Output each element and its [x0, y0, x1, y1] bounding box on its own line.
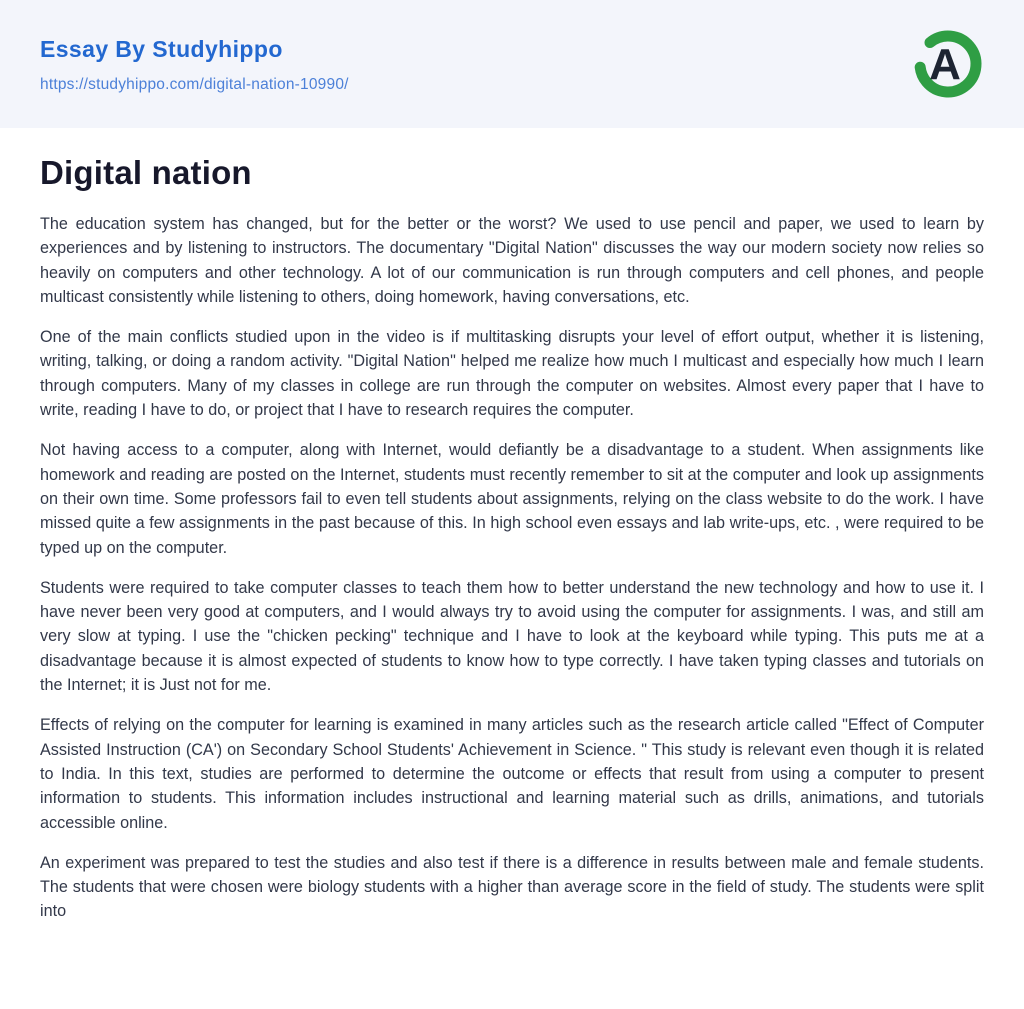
- essay-paragraph: Not having access to a computer, along with Internet, would defiantly be a disadvantage to a student. When assignments like homework and reading are posted on the Internet, students must recently remember to sit at the computer and look up assignments on their own time. Some professors fail to even tell students about assignments, relying on the class website to do the work. I have missed quite a few assignments in the past because of this. In high school even essays and lab write-ups, etc. , were required to be typed up on the computer.: [40, 441, 984, 557]
- logo-ring-icon: [912, 28, 984, 100]
- essay-paragraph: One of the main conflicts studied upon in the video is if multitasking disrupts your level of effort output, whether it is listening, writing, talking, or doing a random activity. "Digital Nation" helped me realize how much I multicast and especially how much I learn through computers. Many of my classes in college are run through the computer on websites. Almost every paper that I have to write, reading I have to do, or project that I have to research requires the computer.: [40, 328, 984, 420]
- essay-url-link[interactable]: https://studyhippo.com/digital-nation-10990/: [40, 76, 349, 93]
- site-title: Essay By Studyhippo: [40, 36, 283, 62]
- logo-letter: A: [929, 40, 961, 89]
- header-text-block: [40, 34, 349, 94]
- essay-paragraph: Students were required to take computer classes to teach them how to better understand the new technology and how to use it. I have never been very good at computers, and I would always try to avoid using the computer for assignments. I was, and still am very slow at typing. I use the "chicken pecking" technique and I have to look at the keyboard while typing. This puts me at a disadvantage because it is almost expected of students to know how to type correctly. I have taken typing classes and tutorials on the Internet; it is Just not for me.: [40, 578, 984, 695]
- page-header: [0, 0, 1024, 128]
- essay-paragraph: An experiment was prepared to test the studies and also test if there is a difference in results between male and female students. The students that were chosen were biology students with a higher than average score in the field of study. The students were split into: [40, 853, 984, 921]
- studyhippo-logo: [912, 28, 984, 100]
- essay-paragraph: Effects of relying on the computer for learning is examined in many articles such as the research article called "Effect of Computer Assisted Instruction (CA') on Secondary School Students' Achievement in Science. " This study is relevant even though it is related to India. In this text, studies are performed to determine the outcome or effects that result from using a computer to present information to students. This information includes instructional and learning material such as drills, animations, and tutorials accessible online.: [40, 716, 984, 832]
- essay-title: Digital nation: [40, 154, 252, 191]
- essay-paragraph: The education system has changed, but for the better or the worst? We used to use pencil and paper, we used to learn by experiences and by listening to instructors. The documentary "Digital Nation" discusses the way our modern society now relies so heavily on computers and other technology. A lot of our communication is run through computers and cell phones, and people multicast consistently while listening to others, doing homework, having conversations, etc.: [40, 215, 984, 306]
- essay-content: [0, 128, 1024, 980]
